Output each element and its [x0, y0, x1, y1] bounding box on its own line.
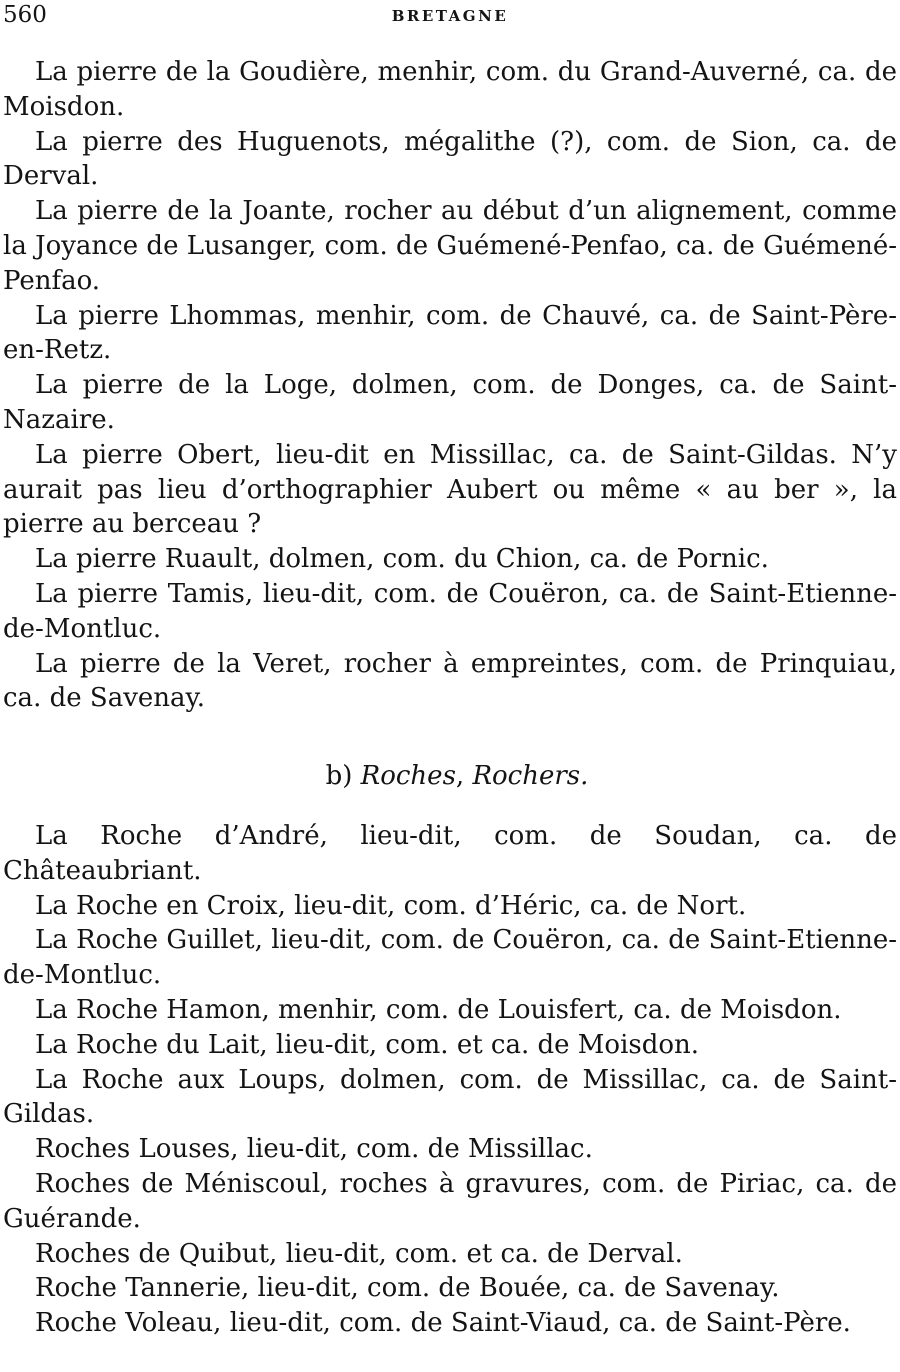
section-title-roches: Roches	[360, 761, 456, 791]
list-item: Roches Louses, lieu-dit, com. de Missillac.	[35, 1134, 593, 1165]
section-marker: b)	[325, 761, 353, 791]
list-item: La pierre de la Veret, rocher à empreintes, com. de Prinquiau, ca. de Savenay.	[3, 648, 897, 714]
page-number: 560	[3, 2, 47, 28]
list-item: La pierre de la Loge, dolmen, com. de Donges, ca. de Saint-Nazaire.	[3, 370, 897, 435]
page-header	[0, 2, 900, 32]
list-item: La pierre des Huguenots, mégalithe (?), com. de Sion, ca. de Derval.	[3, 126, 897, 192]
list-item: La Roche d’André, lieu-dit, com. de Soudan, ca. de Châteaubriant.	[3, 821, 897, 886]
section-title-separator: ,	[455, 761, 465, 791]
list-item: La pierre Lhommas, menhir, com. de Chauvé, ca. de Saint-Père-en-Retz.	[3, 300, 897, 366]
list-item: La pierre Obert, lieu-dit en Missillac, ca. de Saint-Gildas. N’y aurait pas lieu d’orthographier Aubert ou même « au ber », la pierre au berceau ?	[3, 439, 897, 540]
list-item: Roche Voleau, lieu-dit, com. de Saint-Viaud, ca. de Saint-Père.	[35, 1308, 851, 1339]
list-item: La Roche Guillet, lieu-dit, com. de Couëron, ca. de Saint-Etienne-de-Montluc.	[3, 925, 897, 991]
list-item: La Roche en Croix, lieu-dit, com. d’Héric, ca. de Nort.	[35, 890, 747, 921]
list-item: La Roche aux Loups, dolmen, com. de Missillac, ca. de Saint-Gildas.	[3, 1064, 897, 1130]
list-item: La pierre Tamis, lieu-dit, com. de Couëron, ca. de Saint-Etienne-de-Montluc.	[3, 578, 897, 644]
section-heading	[0, 758, 900, 794]
list-item: Roches de Quibut, lieu-dit, com. et ca. de Derval.	[35, 1238, 683, 1269]
list-item: Roches de Méniscoul, roches à gravures, com. de Piriac, ca. de Guérande.	[3, 1168, 897, 1234]
list-item: La Roche Hamon, menhir, com. de Louisfert, ca. de Moisdon.	[35, 994, 842, 1025]
section-title-rochers: Rochers.	[472, 761, 589, 791]
running-head: BRETAGNE	[391, 7, 509, 25]
list-item: La Roche du Lait, lieu-dit, com. et ca. de Moisdon.	[35, 1029, 700, 1060]
pierres-list	[3, 55, 897, 716]
list-item: La pierre de la Joante, rocher au début d’un alignement, comme la Joyance de Lusanger, com. de Guémené-Penfao, ca. de Guémené-Penfao.	[3, 196, 897, 296]
list-item: La pierre Ruault, dolmen, com. du Chion, ca. de Pornic.	[35, 544, 769, 575]
list-item: Roche Tannerie, lieu-dit, com. de Bouée, ca. de Savenay.	[35, 1273, 780, 1304]
roches-list	[3, 819, 897, 1341]
list-item: La pierre de la Goudière, menhir, com. du Grand-Auverné, ca. de Moisdon.	[3, 57, 897, 122]
